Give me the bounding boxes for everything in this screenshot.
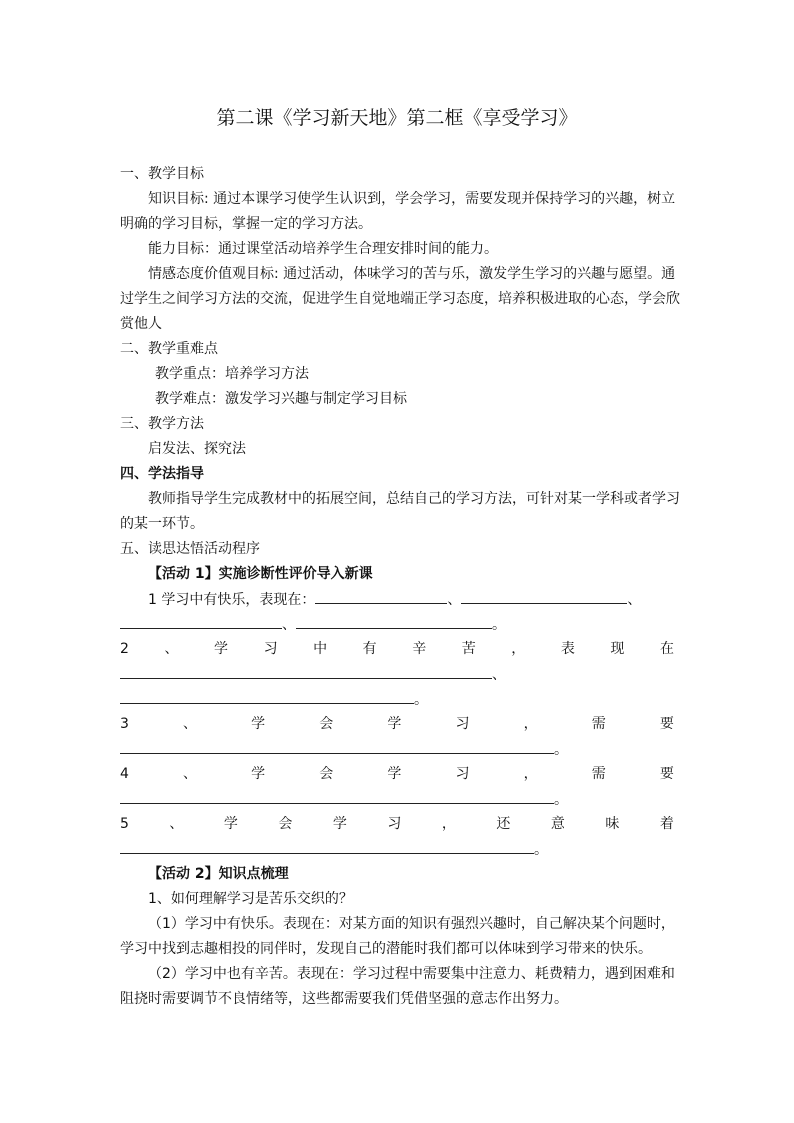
q4-char: ，: [523, 766, 538, 782]
q3-char: 需: [591, 716, 606, 732]
q3-char: 学: [387, 716, 402, 732]
q5-char: 学: [332, 816, 347, 832]
question-1: [148, 589, 641, 610]
q3-char: ，: [523, 716, 538, 732]
answer-blank[interactable]: [120, 664, 492, 679]
q3-char: 要: [659, 716, 674, 732]
q2-char: 、: [164, 641, 179, 657]
q5-char: ，: [441, 816, 456, 832]
question-4-answer-line: [120, 789, 568, 810]
q4-char: 4: [120, 766, 129, 782]
q4-char: 需: [591, 766, 606, 782]
answer-blank[interactable]: [120, 689, 414, 704]
attitude-goal-line-2: 过学生之间学习方法的交流，促进学生自觉地端正学习态度，培养积极进取的心态，学会欣: [120, 291, 680, 307]
q4-char: 要: [659, 766, 674, 782]
study-guide-line-1: 教师指导学生完成教材中的拓展空间，总结自己的学习方法，可针对某一学科或者学习: [148, 491, 680, 507]
answer-blank[interactable]: [120, 789, 554, 804]
q2-char: 学: [214, 641, 229, 657]
separator: 。: [554, 792, 568, 808]
page-title: 第二课《学习新天地》第二框《享受学习》: [216, 107, 578, 129]
attitude-goal-line-1: 情感态度价值观目标: 通过活动，体味学习的苦与乐，激发学生学习的兴趣与愿望。通: [148, 266, 676, 282]
q4-char: 学: [251, 766, 266, 782]
knowledge-answer-1-line-1: （1）学习中有快乐。表现在：对某方面的知识有强烈兴趣时，自己解决某个问题时，: [148, 916, 675, 932]
q5-char: 学: [223, 816, 238, 832]
q3-char: 学: [251, 716, 266, 732]
q2-char: 有: [362, 641, 377, 657]
separator: 。: [492, 617, 506, 633]
question-5-answer-line: [120, 839, 548, 860]
knowledge-goal-line-2: 明确的学习目标，掌握一定的学习方法。: [120, 216, 372, 232]
key-point: 教学重点：培养学习方法: [155, 366, 309, 382]
q5-char: 着: [659, 816, 674, 832]
q3-char: 、: [183, 716, 198, 732]
q4-char: 习: [455, 766, 470, 782]
q5-char: 、: [169, 816, 184, 832]
q2-char: 2: [120, 641, 129, 657]
q4-char: 学: [387, 766, 402, 782]
q5-char: 意: [550, 816, 565, 832]
question-3: [120, 714, 674, 734]
activity-1-heading: 【活动 1】实施诊断性评价导入新课: [148, 566, 373, 582]
section-heading-methods: 三、教学方法: [120, 416, 204, 432]
q5-char: 味: [605, 816, 620, 832]
ability-goal: 能力目标：通过课堂活动培养学生合理安排时间的能力。: [148, 241, 498, 257]
separator: 。: [534, 842, 548, 858]
q5-char: 会: [278, 816, 293, 832]
separator: 、: [492, 667, 506, 683]
attitude-goal-line-3: 赏他人: [120, 316, 162, 332]
question-4: [120, 764, 674, 784]
section-heading-objectives: 一、教学目标: [120, 166, 204, 182]
q2-char: 在: [659, 641, 674, 657]
knowledge-answer-2-line-2: 阻挠时需要调节不良情绪等，这些都需要我们凭借坚强的意志作出努力。: [120, 991, 568, 1007]
q5-char: 习: [387, 816, 402, 832]
q5-char: 还: [496, 816, 511, 832]
q2-char: 现: [610, 641, 625, 657]
question-1-continued: [120, 614, 506, 635]
q3-char: 3: [120, 716, 129, 732]
knowledge-question-1: 1、如何理解学习是苦乐交织的？: [148, 891, 353, 907]
question-2: [120, 639, 674, 659]
separator: 、: [447, 592, 462, 608]
q2-char: 表: [560, 641, 575, 657]
section-heading-activities: 五、读思达悟活动程序: [120, 541, 260, 557]
answer-blank[interactable]: [461, 589, 627, 604]
question-2-answer-line-2: [120, 689, 428, 710]
answer-blank[interactable]: [120, 614, 282, 629]
q3-char: 习: [455, 716, 470, 732]
knowledge-goal-line-1: 知识目标: 通过本课学习使学生认识到，学会学习，需要发现并保持学习的兴趣，树立: [148, 191, 676, 207]
separator: 、: [282, 617, 296, 633]
answer-blank[interactable]: [120, 839, 534, 854]
q4-char: 、: [183, 766, 198, 782]
q3-char: 会: [319, 716, 334, 732]
q2-char: 辛: [412, 641, 427, 657]
activity-2-heading: 【活动 2】知识点梳理: [148, 866, 289, 882]
question-1-prompt: 1 学习中有快乐，表现在：: [148, 592, 316, 608]
difficult-point: 教学难点：激发学习兴趣与制定学习目标: [155, 391, 407, 407]
study-guide-line-2: 的某一环节。: [120, 516, 204, 532]
q2-char: 习: [263, 641, 278, 657]
q4-char: 会: [319, 766, 334, 782]
section-heading-study-guide: 四、学法指导: [120, 466, 204, 482]
question-2-answer-line-1: [120, 664, 506, 685]
section-heading-key-points: 二、教学重难点: [120, 341, 218, 357]
question-5: [120, 814, 674, 834]
teaching-methods: 启发法、探究法: [148, 441, 246, 457]
knowledge-answer-1-line-2: 学习中找到志趣相投的同伴时，发现自己的潜能时我们都可以体味到学习带来的快乐。: [120, 941, 652, 957]
q5-char: 5: [120, 816, 129, 832]
answer-blank[interactable]: [315, 589, 447, 604]
q2-char: 中: [313, 641, 328, 657]
separator: 、: [627, 592, 642, 608]
separator: 。: [414, 692, 428, 708]
separator: 。: [554, 742, 568, 758]
q2-char: 苦: [461, 641, 476, 657]
answer-blank[interactable]: [296, 614, 492, 629]
knowledge-answer-2-line-1: （2）学习中也有辛苦。表现在：学习过程中需要集中注意力、耗费精力，遇到困难和: [148, 966, 675, 982]
answer-blank[interactable]: [120, 739, 554, 754]
q2-char: ，: [511, 641, 526, 657]
question-3-answer-line: [120, 739, 568, 760]
